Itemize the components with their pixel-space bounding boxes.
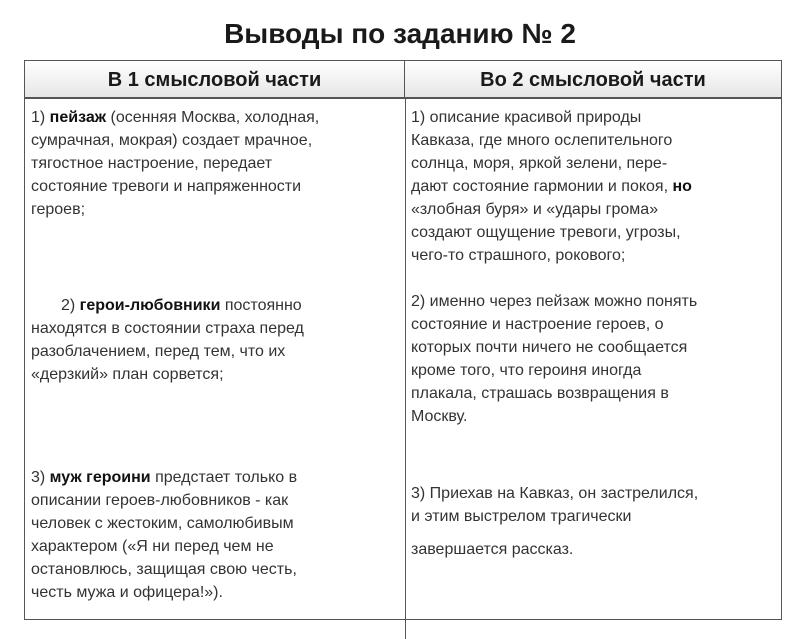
- column-header-part-1: В 1 смысловой части: [25, 61, 405, 99]
- page-title: Выводы по заданию № 2: [224, 18, 576, 49]
- left-point-3-text: предстает только в описании героев-любовников - как человек с жестоким, самолюбивым характером («Я ни перед чем не остановлюсь, защищая свою честь, честь мужа и офицера!»).: [31, 469, 298, 601]
- column-header-part-2: Во 2 смысловой части: [405, 61, 781, 99]
- left-point-2-text: постоянно находятся в состоянии страха перед разоблачением, перед тем, что их «дерзкий» план сорвется;: [31, 297, 304, 383]
- right-point-1: [411, 106, 777, 267]
- left-point-1: [31, 106, 397, 221]
- right-point-3-ending: завершается рассказ.: [411, 541, 574, 558]
- right-point-2: 2) именно через пейзаж можно понять состояние и настроение героев, о которых почти ничего не сообщается кроме того, что героиня иногда плакала, страшась возвращения в Москву.: [411, 293, 698, 425]
- right-point-1-text-a: 1) описание красивой природы Кавказа, где много ослепительного солнца, моря, яркой зелени, пере- дают состояние гармонии и покоя,: [411, 109, 673, 195]
- left-point-1-number: 1): [31, 109, 50, 126]
- right-point-3: 3) Приехав на Кавказ, он застрелился, и этим выстрелом трагически: [411, 485, 699, 525]
- right-point-1-keyword: но: [672, 178, 692, 195]
- conclusions-table: [24, 60, 782, 620]
- column-divider: [405, 99, 406, 639]
- left-point-3-number: 3): [31, 469, 50, 486]
- left-point-2: [31, 294, 397, 386]
- left-point-1-text: (осенняя Москва, холодная, сумрачная, мокрая) создает мрачное, тягостное настроение, передает состояние тревоги и напряженности героев;: [31, 109, 320, 218]
- left-point-2-keyword: герои-любовники: [79, 297, 221, 314]
- right-point-1-text-b: «злобная буря» и «удары грома» создают ощущение тревоги, угрозы, чего-то страшного, рокового;: [411, 201, 681, 264]
- left-point-1-keyword: пейзаж: [49, 109, 107, 126]
- left-point-3: [31, 466, 397, 604]
- left-point-3-keyword: муж героини: [49, 469, 151, 486]
- left-point-2-number: 2): [61, 297, 80, 314]
